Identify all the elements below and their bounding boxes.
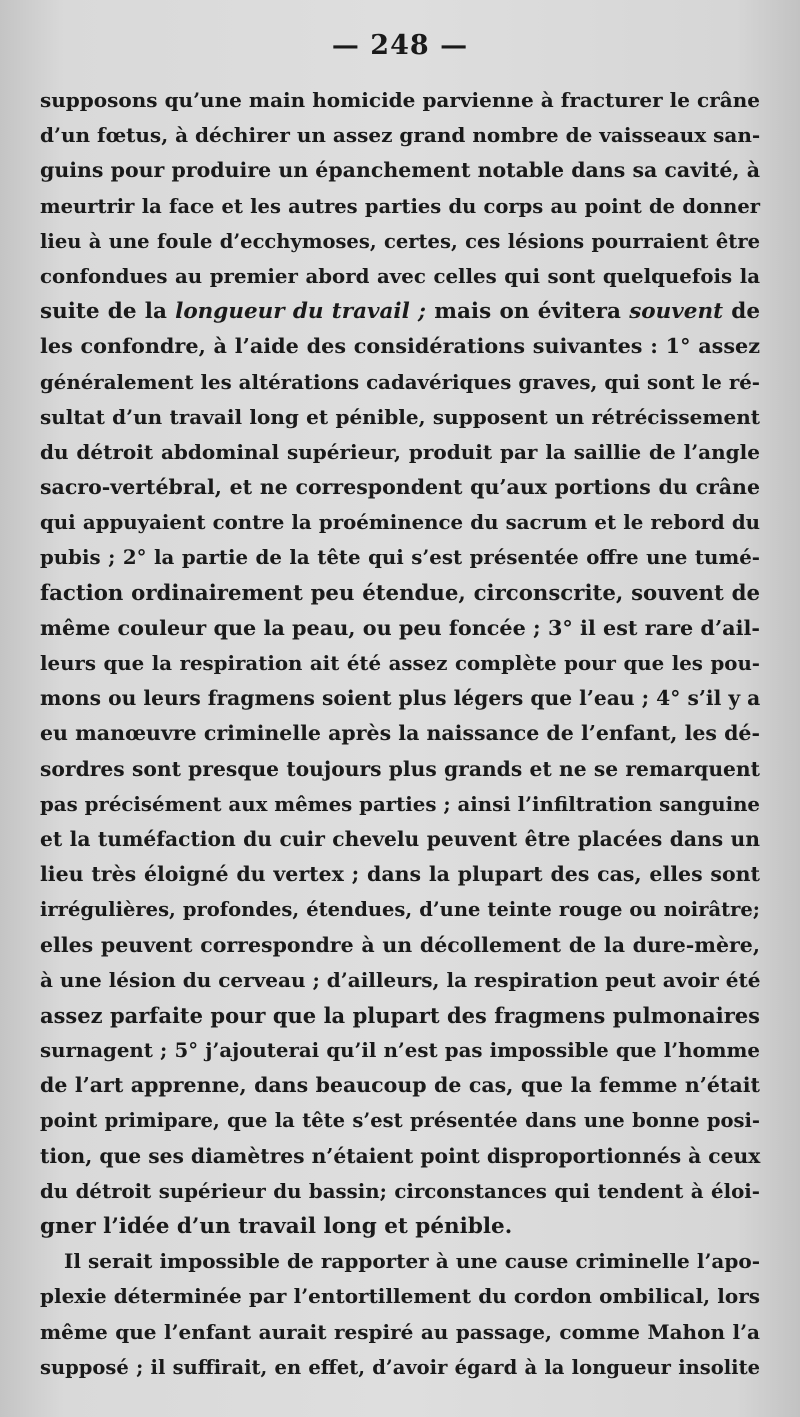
text-line bbox=[40, 259, 760, 294]
text-segment: eu manœuvre criminelle après la naissance de l’enfant, les dé- bbox=[40, 721, 760, 746]
text-line bbox=[40, 646, 760, 681]
text-segment: sacro-vertébral, et ne correspondent qu’aux portions du crâne bbox=[40, 475, 760, 500]
text-segment: à une lésion du cerveau ; d’ailleurs, la respiration peut avoir été bbox=[40, 967, 761, 992]
text-line bbox=[40, 505, 760, 540]
text-segment: du détroit abdominal supérieur, produit par la saillie de l’angle bbox=[40, 439, 760, 464]
text-segment: généralement les altérations cadavériques graves, qui sont le ré- bbox=[40, 369, 760, 394]
text-segment: sordres sont presque toujours plus grands et ne se remarquent bbox=[40, 756, 760, 781]
text-line bbox=[40, 1174, 760, 1209]
body-text bbox=[40, 83, 760, 1385]
text-line bbox=[40, 928, 760, 963]
text-segment: et la tuméfaction du cuir chevelu peuvent être placées dans un bbox=[40, 826, 760, 851]
text-line bbox=[40, 470, 760, 505]
text-segment: elles peuvent correspondre à un décollement de la dure-mère, bbox=[40, 932, 760, 957]
text-segment: plexie déterminée par l’entortillement du cordon ombilical, lors bbox=[40, 1284, 760, 1309]
text-segment: leurs que la respiration ait été assez complète pour que les pou- bbox=[40, 651, 760, 675]
text-line bbox=[40, 1139, 760, 1174]
text-line bbox=[40, 1315, 760, 1350]
text-segment: mais on évitera bbox=[425, 299, 630, 325]
text-segment: pas précisément aux mêmes parties ; ainsi l’infiltration sanguine bbox=[40, 791, 760, 816]
text-segment: qui appuyaient contre la proéminence du sacrum et le rebord du bbox=[40, 510, 760, 535]
text-segment: sultat d’un travail long et pénible, supposent un rétrécissement bbox=[40, 404, 760, 429]
text-segment: les confondre, à l’aide des considérations suivantes : 1° assez bbox=[40, 334, 760, 359]
italic-text: longueur du travail ; bbox=[175, 299, 426, 325]
text-line bbox=[40, 1244, 760, 1279]
text-line bbox=[40, 892, 760, 927]
text-line bbox=[40, 611, 760, 646]
text-line bbox=[40, 1068, 760, 1103]
text-line bbox=[40, 153, 760, 188]
text-line bbox=[40, 83, 760, 118]
text-line bbox=[40, 224, 760, 259]
italic-text: souvent bbox=[629, 299, 724, 325]
text-line bbox=[40, 1279, 760, 1314]
text-line bbox=[40, 1033, 760, 1068]
text-segment: guins pour produire un épanchement notable dans sa cavité, à bbox=[40, 158, 760, 183]
text-line bbox=[40, 857, 760, 892]
text-segment: même couleur que la peau, ou peu foncée ; 3° il est rare d’ail- bbox=[40, 615, 760, 640]
text-segment: tion, que ses diamètres n’étaient point disproportionnés à ceux bbox=[40, 1143, 761, 1168]
text-line bbox=[40, 365, 760, 400]
text-segment: lieu à une foule d’ecchymoses, certes, ces lésions pourraient être bbox=[40, 229, 760, 253]
text-segment: Il serait impossible de rapporter à une cause criminelle l’apo- bbox=[64, 1249, 760, 1274]
text-line bbox=[40, 752, 760, 787]
text-line bbox=[40, 1209, 760, 1244]
text-line bbox=[40, 118, 760, 153]
text-segment: irrégulières, profondes, étendues, d’une teinte rouge ou noirâtre; bbox=[40, 898, 760, 922]
text-line bbox=[40, 540, 760, 575]
text-segment: assez parfaite pour que la plupart des fragmens pulmonaires bbox=[40, 1002, 760, 1028]
text-line bbox=[40, 1350, 760, 1385]
text-line bbox=[40, 189, 760, 224]
text-line bbox=[40, 822, 760, 857]
text-segment: de bbox=[723, 299, 761, 325]
text-line bbox=[40, 294, 760, 329]
text-line bbox=[40, 681, 760, 716]
text-segment: lieu très éloigné du vertex ; dans la plupart des cas, elles sont bbox=[40, 862, 760, 887]
text-line bbox=[40, 435, 760, 470]
text-line bbox=[40, 1103, 760, 1138]
text-line bbox=[40, 716, 760, 751]
text-line bbox=[40, 576, 760, 611]
text-segment: supposé ; il suffirait, en effet, d’avoir égard à la longueur insolite bbox=[40, 1355, 760, 1379]
text-segment: même que l’enfant aurait respiré au passage, comme Mahon l’a bbox=[40, 1319, 760, 1344]
text-segment: surnagent ; 5° j’ajouterai qu’il n’est pas impossible que l’homme bbox=[40, 1038, 760, 1063]
text-segment: point primipare, que la tête s’est présentée dans une bonne posi- bbox=[40, 1109, 760, 1133]
text-line bbox=[40, 329, 760, 364]
text-segment: faction ordinairement peu étendue, circonscrite, souvent de bbox=[40, 580, 760, 606]
text-line bbox=[40, 787, 760, 822]
text-segment: confondues au premier abord avec celles qui sont quelquefois la bbox=[40, 263, 760, 288]
text-line bbox=[40, 400, 760, 435]
text-segment: d’un fœtus, à déchirer un assez grand nombre de vaisseaux san- bbox=[40, 123, 761, 148]
text-segment: pubis ; 2° la partie de la tête qui s’est présentée offre une tumé- bbox=[40, 545, 760, 570]
text-segment: suite de la bbox=[40, 299, 176, 325]
text-segment: meurtrir la face et les autres parties du corps au point de donner bbox=[40, 194, 760, 218]
text-segment: du détroit supérieur du bassin; circonstances qui tendent à éloi- bbox=[40, 1178, 760, 1203]
text-line bbox=[40, 963, 760, 998]
page-number: — 248 — bbox=[331, 30, 469, 61]
text-segment: mons ou leurs fragmens soient plus légers que l’eau ; 4° s’il y a bbox=[40, 686, 761, 711]
text-segment: supposons qu’une main homicide parvienne à fracturer le crâne bbox=[40, 88, 760, 112]
text-segment: gner l’idée d’un travail long et pénible. bbox=[40, 1214, 513, 1239]
text-segment: de l’art apprenne, dans beaucoup de cas, que la femme n’était bbox=[40, 1073, 760, 1098]
text-line bbox=[40, 998, 760, 1033]
